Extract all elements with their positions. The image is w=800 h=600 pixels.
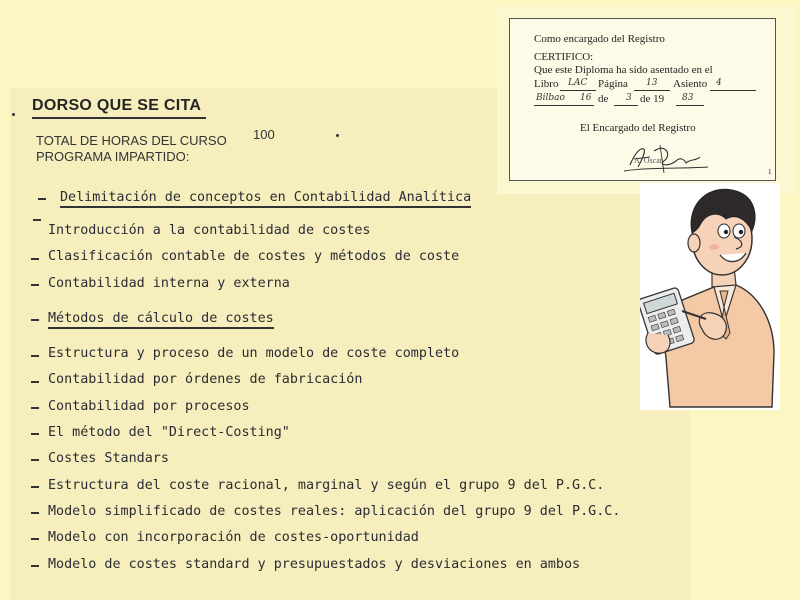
fill-line — [676, 105, 704, 106]
list-item: Costes Standars — [48, 451, 169, 466]
city-value: Bilbao — [536, 93, 565, 103]
bullet-dash — [31, 459, 39, 461]
day-value: 16 — [580, 93, 592, 103]
bullet-dash — [31, 538, 39, 540]
ink-dot — [336, 134, 339, 137]
section-title-text: Delimitación de conceptos en Contabilidad Analítica — [60, 190, 471, 208]
list-item: Clasificación contable de costes y métodos de coste — [48, 249, 460, 264]
list-item: Modelo de costes standard y presupuestados y desviaciones en ambos — [48, 557, 581, 572]
list-item: Contabilidad por órdenes de fabricación — [48, 372, 363, 387]
fill-line — [634, 90, 670, 91]
ink-dot — [12, 113, 15, 116]
heading-underline — [32, 117, 206, 119]
month-value: 3 — [626, 93, 632, 103]
asiento-value: 4 — [716, 78, 722, 88]
bullet-dash — [31, 407, 39, 409]
list-item: Contabilidad interna y externa — [48, 276, 290, 291]
libro-value: LAC — [568, 78, 588, 88]
bullet-dash — [31, 284, 39, 286]
stamp-page-number: 1 — [768, 168, 772, 176]
list-item: Estructura del coste racional, marginal y según el grupo 9 del P.G.C. — [48, 478, 605, 493]
bullet-dash — [31, 355, 39, 357]
fill-line — [560, 90, 596, 91]
certificate-line: CERTIFICO: — [534, 51, 594, 63]
course-hours-label: TOTAL DE HORAS DEL CURSO — [36, 133, 227, 148]
bullet-dash — [31, 319, 39, 321]
bullet-dash — [31, 258, 39, 260]
certificate-line: Como encargado del Registro — [534, 33, 665, 45]
year-value: 83 — [682, 93, 694, 103]
list-item: Estructura y proceso de un modelo de coste completo — [48, 346, 460, 361]
course-hours-value: 100 — [253, 127, 275, 142]
bullet-dash — [31, 433, 39, 435]
registrar-title: El Encargado del Registro — [580, 122, 696, 134]
registry-certificate — [509, 18, 776, 181]
list-item: Modelo simplificado de costes reales: aplicación del grupo 9 del P.G.C. — [48, 504, 621, 519]
pagina-label: Página — [598, 78, 628, 90]
asiento-label: Asiento — [673, 78, 708, 90]
bullet-dash — [31, 381, 39, 383]
bullet-dash — [31, 512, 39, 514]
signature-text: A. Oscar — [634, 156, 663, 165]
pagina-value: 13 — [646, 78, 658, 88]
bullet-dash — [31, 486, 39, 488]
fill-line — [710, 90, 756, 91]
libro-label: Libro — [534, 78, 559, 90]
fill-line — [614, 105, 638, 106]
section-title — [48, 311, 274, 326]
list-item: El método del "Direct-Costing" — [48, 425, 290, 440]
section-title — [60, 190, 471, 205]
de-label: de — [598, 93, 609, 105]
list-item: Contabilidad por procesos — [48, 399, 250, 414]
page-heading: DORSO QUE SE CITA — [32, 97, 202, 114]
bullet-dash — [33, 219, 41, 221]
bullet-dash — [31, 565, 39, 567]
section-title-text: Métodos de cálculo de costes — [48, 311, 274, 329]
program-label: PROGRAMA IMPARTIDO: — [36, 149, 190, 164]
accountant-cartoon-illustration — [640, 183, 780, 410]
certificate-line: Que este Diploma ha sido asentado en el — [534, 64, 713, 76]
list-item: Modelo con incorporación de costes-oportunidad — [48, 530, 419, 545]
de-year-label: de 19 — [640, 93, 665, 105]
fill-line — [534, 105, 594, 106]
list-item: Introducción a la contabilidad de costes — [48, 223, 371, 238]
bullet-dash — [38, 198, 46, 200]
